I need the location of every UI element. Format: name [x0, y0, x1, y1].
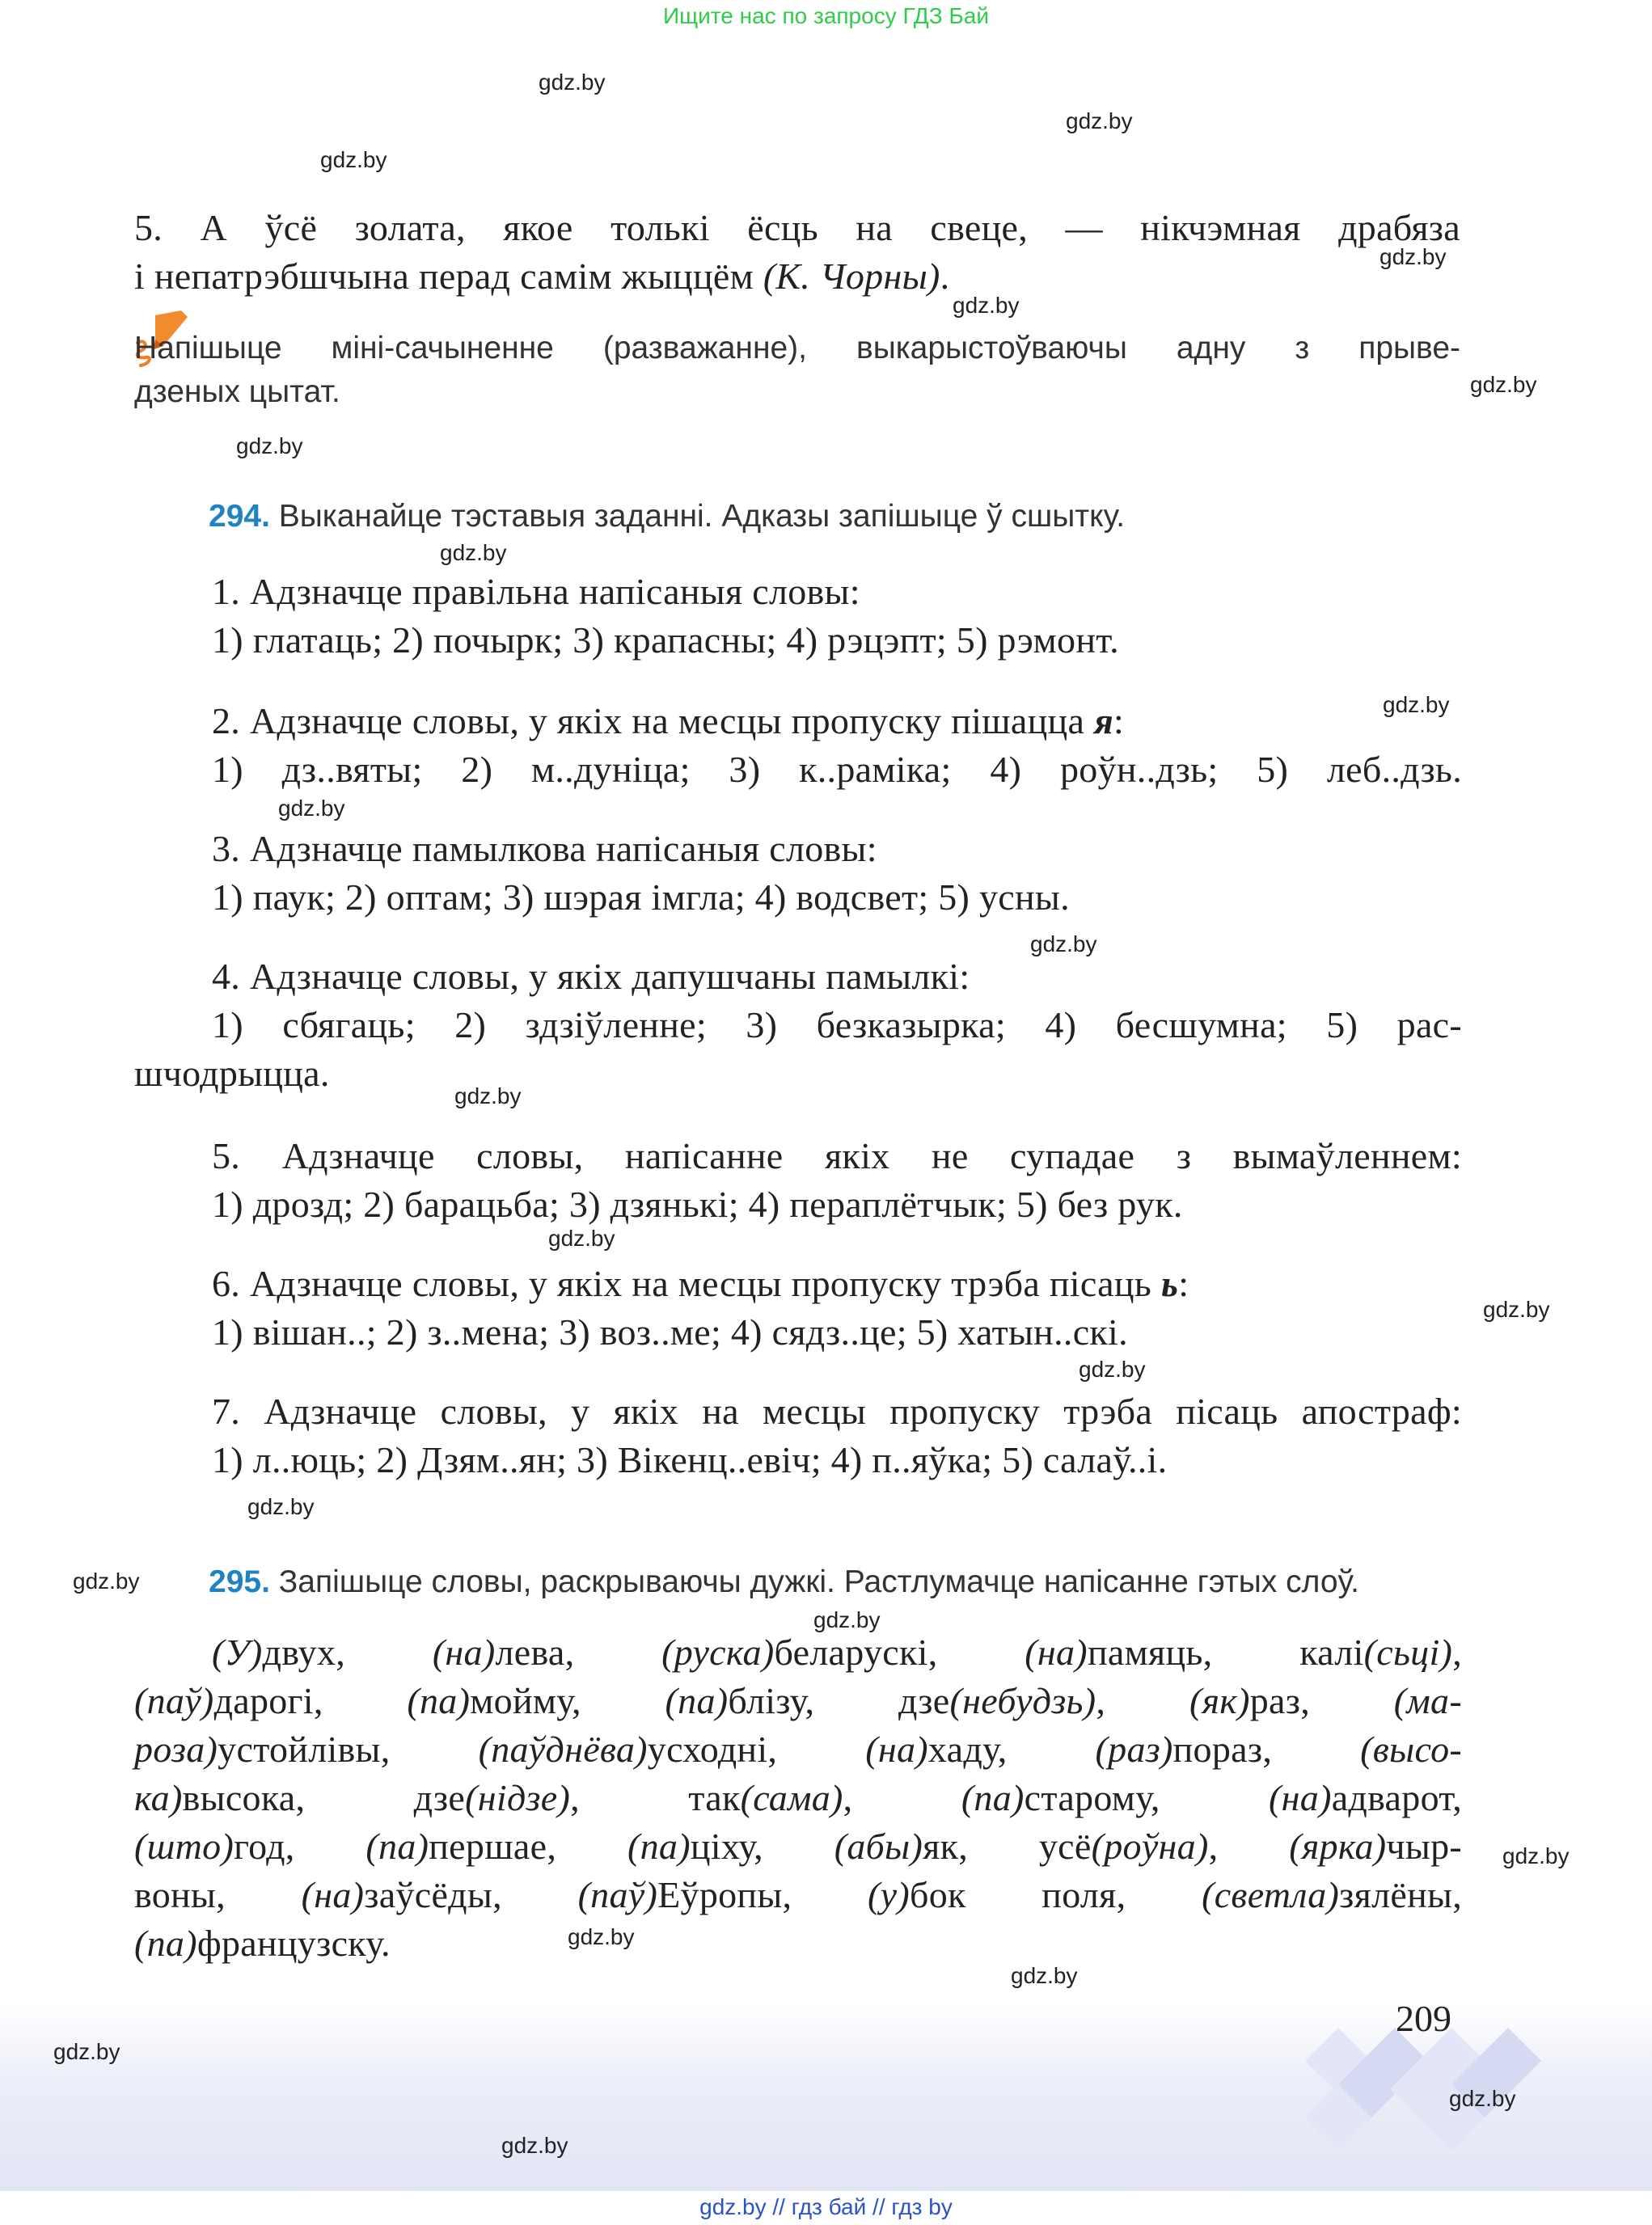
word-part: хаду,: [927, 1729, 1096, 1770]
word-part: воны,: [134, 1874, 302, 1915]
bracketed-part: (па): [961, 1777, 1025, 1818]
word-part: зялёны,: [1339, 1874, 1462, 1915]
bracketed-part: (нідзе): [465, 1777, 571, 1818]
test-2: 2. Адзначце словы, у якіх на месцы пропуску пішацца я: 1) дз..вяты; 2) м..дуніца; 3) к..раміка; 4) роўн..дзь; 5) леб..дзь.: [212, 700, 1462, 790]
word-part: лева,: [495, 1632, 662, 1673]
word-part: блізу, дзе: [728, 1680, 950, 1721]
bracketed-part: (паўднёва): [478, 1729, 648, 1770]
word-part: ,: [1208, 1826, 1290, 1867]
watermark: gdz.by: [53, 2039, 120, 2064]
watermark: gdz.by: [1383, 692, 1450, 717]
watermark: gdz.by: [548, 1226, 615, 1251]
quote-line-1: 5. А ўсё золата, якое толькі ёсць на свеце, — нікчэмная драбяза: [134, 207, 1460, 248]
bracketed-part: (на): [301, 1874, 365, 1915]
essay-task: Напішыце міні-сачыненне (разважанне), выкарыстоўваючы адну з прыве- дзеных цытат.: [134, 331, 1460, 409]
bracketed-part: (сьці): [1363, 1632, 1453, 1673]
word-part: раз,: [1249, 1680, 1394, 1721]
bracketed-part: (па): [627, 1826, 691, 1867]
word-part: усходні,: [647, 1729, 866, 1770]
exercise-295-header: [209, 1560, 1470, 1604]
bracketed-part: (светла): [1202, 1874, 1340, 1915]
word-part: ,: [1096, 1680, 1189, 1721]
exercise-instruction: Запішыце словы, раскрываючы дужкі. Растлумачце напісанне гэтых слоў.: [278, 1564, 1359, 1599]
test-5: 5. Адзначце словы, напісанне якіх не супадае з вымаўленнем: 1) дрозд; 2) барацьба; 3) дзянькі; 4) пераплётчык; 5) без рук.: [212, 1135, 1462, 1225]
watermark: gdz.by: [1483, 1297, 1550, 1322]
watermark: gdz.by: [1470, 372, 1537, 397]
word-part: ціху,: [690, 1826, 834, 1867]
exercise-295-text: [134, 1628, 1462, 1968]
word-part: першае,: [429, 1826, 627, 1867]
word-part: французску.: [196, 1923, 391, 1964]
bracketed-part: (сама): [740, 1777, 843, 1818]
test-4-cont: шчодрыцца.: [134, 1053, 330, 1094]
exercise-295-line: [134, 1677, 1462, 1725]
bracketed-part: (па): [134, 1923, 197, 1964]
watermark: gdz.by: [1449, 2086, 1516, 2111]
quote-author: (К. Чорны): [763, 255, 940, 297]
exercise-295-line: [134, 1628, 1462, 1677]
watermark: gdz.by: [568, 1924, 635, 1949]
watermark: gdz.by: [236, 433, 303, 458]
exercise-294-header: [209, 495, 1470, 538]
exercise-number: 294.: [209, 499, 270, 534]
bracketed-part: (на): [1025, 1632, 1088, 1673]
test-1: 1. Адзначце правільна напісаныя словы: 1) глатаць; 2) почырк; 3) крапасны; 4) рэцэпт; 5) рэмонт.: [212, 571, 1119, 661]
word-part: адварот,: [1331, 1777, 1463, 1818]
bracketed-part: (роўна): [1091, 1826, 1209, 1867]
exercise-295-line: [134, 1774, 1462, 1822]
exercise-instruction: Выканайце тэставыя заданні. Адказы запішыце ў сшытку.: [278, 499, 1126, 534]
bracketed-part: роза): [134, 1729, 218, 1770]
word-part: памяць, калі: [1087, 1632, 1364, 1673]
watermark: gdz.by: [539, 70, 606, 95]
word-part: беларускі,: [774, 1632, 1025, 1673]
bracketed-part: (ярка): [1289, 1826, 1387, 1867]
watermark: gdz.by: [454, 1083, 522, 1108]
word-part: ,: [843, 1777, 961, 1818]
watermark: gdz.by: [320, 147, 387, 172]
watermark: gdz.by: [1011, 1963, 1078, 1988]
word-part: бок поля,: [909, 1874, 1202, 1915]
test-3: 3. Адзначце памылкова напісаныя словы: 1) паук; 2) оптам; 3) шэрая імгла; 4) водсвет; 5) усны.: [212, 828, 1070, 918]
bracketed-part: (руска): [661, 1632, 775, 1673]
bracketed-part: (па): [665, 1680, 729, 1721]
word-part: старому,: [1024, 1777, 1270, 1818]
bracketed-part: (па): [365, 1826, 429, 1867]
word-part: дарогі,: [213, 1680, 408, 1721]
page-number: 209: [1396, 1998, 1451, 2039]
bracketed-part: (высо-: [1360, 1729, 1462, 1770]
test-4: 4. Адзначце словы, у якіх дапушчаны памылкі: 1) сбягаць; 2) здзіўленне; 3) безказырка; 4) бесшумна; 5) рас-: [212, 956, 1462, 1045]
watermark: gdz.by: [1502, 1843, 1570, 1868]
watermark: gdz.by: [501, 2133, 568, 2158]
word-part: , так: [570, 1777, 741, 1818]
word-part: заўсёды,: [364, 1874, 578, 1915]
bracketed-part: (паў): [577, 1874, 658, 1915]
bracketed-part: (на): [865, 1729, 928, 1770]
word-part: мойму,: [470, 1680, 665, 1721]
bracketed-part: (на): [1269, 1777, 1332, 1818]
word-part: чыр-: [1386, 1826, 1462, 1867]
watermark: gdz.by: [1379, 244, 1447, 269]
watermark: gdz.by: [1030, 931, 1097, 956]
exercise-295-line: [134, 1725, 1462, 1774]
bracketed-part: (па): [407, 1680, 471, 1721]
word-part: Еўропы,: [657, 1874, 868, 1915]
watermark: gdz.by: [813, 1607, 881, 1632]
word-part: устойлівы,: [218, 1729, 479, 1770]
test-6: 6. Адзначце словы, у якіх на месцы пропуску трэба пісаць ь: 1) вішан..; 2) з..мена; 3) воз..ме; 4) сядз..це; 5) хатын..скі.: [212, 1263, 1189, 1353]
watermark: gdz.by: [73, 1568, 140, 1594]
watermark: gdz.by: [247, 1494, 315, 1519]
watermark: gdz.by: [953, 293, 1020, 318]
bracketed-part: (ма-: [1393, 1680, 1462, 1721]
bracketed-part: (у): [868, 1874, 910, 1915]
word-part: ,: [1452, 1632, 1462, 1673]
top-banner[interactable]: Ищите нас по запросу ГДЗ Бай: [662, 3, 990, 28]
footer-links[interactable]: gdz.by // гдз бай // гдз by: [699, 2194, 953, 2219]
exercise-295-line: [134, 1871, 1462, 1919]
word-part: двух,: [262, 1632, 433, 1673]
bracketed-part: (паў): [134, 1680, 214, 1721]
exercise-number: 295.: [209, 1564, 270, 1599]
word-part: пораз,: [1172, 1729, 1361, 1770]
bracketed-part: (раз): [1095, 1729, 1173, 1770]
exercise-295-line: [134, 1919, 1462, 1968]
watermark: gdz.by: [1079, 1357, 1146, 1382]
word-part: высока, дзе: [182, 1777, 466, 1818]
bracketed-part: (як): [1189, 1680, 1250, 1721]
quote-line-2: і непатрэбшчына перад самім жыццём (К. Чорны).: [134, 255, 950, 297]
word-part: як, усё: [923, 1826, 1092, 1867]
bracketed-part: ка): [134, 1777, 183, 1818]
word-part: год,: [234, 1826, 366, 1867]
bracketed-part: (У): [212, 1632, 263, 1673]
exercise-295-line: [134, 1822, 1462, 1871]
bracketed-part: (на): [432, 1632, 496, 1673]
watermark: gdz.by: [440, 540, 507, 565]
bracketed-part: (небудзь): [949, 1680, 1096, 1721]
bracketed-part: (што): [134, 1826, 234, 1867]
quote-5: [134, 204, 1460, 301]
watermark: gdz.by: [278, 796, 345, 821]
test-7: 7. Адзначце словы, у якіх на месцы пропуску трэба пісаць апостраф: 1) л..юць; 2) Дзям..ян; 3) Вікенц..евіч; 4) п..яўка; 5) салаў..і.: [212, 1391, 1462, 1480]
bracketed-part: (абы): [834, 1826, 923, 1867]
watermark: gdz.by: [1066, 108, 1133, 133]
